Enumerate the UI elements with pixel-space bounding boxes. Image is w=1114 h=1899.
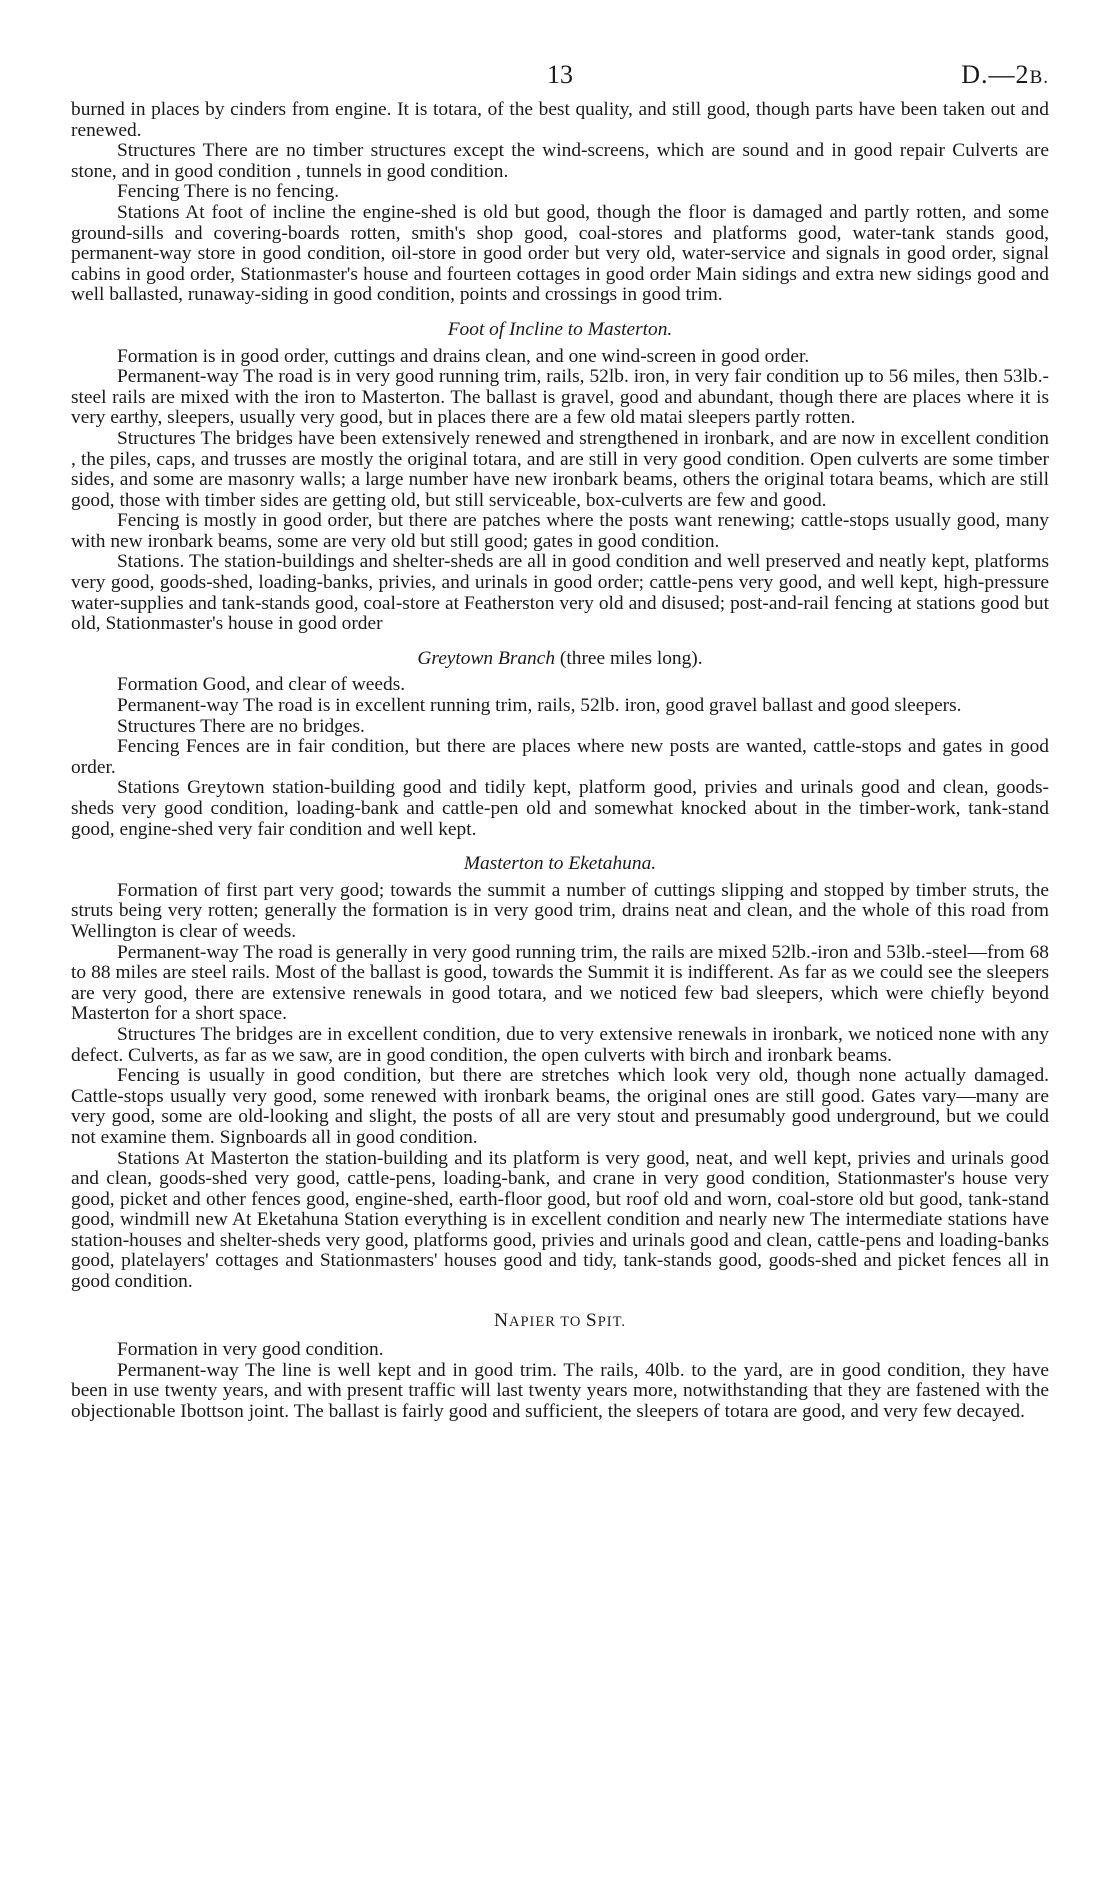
paragraph: Structures The bridges have been extensively renewed and strengthened in ironbark, and are now in excellent condition , the piles, caps, and trusses are mostly the original totara, and are still in very good condition. Open culverts are some timber sides, and some are masonry walls; a large number have new ironbark beams, others the original totara beams, which are still good, those with timber sides are getting old, but still serviceable, box-culverts are few and good. <box>71 427 1049 511</box>
heading-smallcaps: APIER TO <box>508 1313 586 1330</box>
paragraph: Stations. The station-buildings and shelter-sheds are all in good condition and well preserved and neatly kept, platforms very good, goods-shed, loading-banks, privies, and urinals in good order; cattle-pens very good, and well kept, high-pressure water-supplies and tank-stands good, coal-store at Featherston very old and disused; post-and-rail fencing at stations good but old, Stationmaster's house in good order <box>71 551 1049 635</box>
paragraph: Formation of first part very good; towards the summit a number of cuttings slipping and stopped by timber struts, the struts being very rotten; generally the formation is in very good trim, drains neat and clean, and the whole of this road from Wellington is clear of weeds. <box>71 879 1049 942</box>
heading-letter: N <box>493 1309 509 1331</box>
paragraph: Fencing Fences are in fair condition, but there are places where new posts are wanted, cattle-stops and gates in good order. <box>71 736 1049 778</box>
foot-of-incline-section <box>71 347 1049 635</box>
document-page <box>71 60 1049 1423</box>
paragraph: Stations At foot of incline the engine-shed is old but good, though the floor is damaged and partly rotten, and some ground-sills and covering-boards rotten, smith's shop good, coal-stores and platforms good, water-tank stands good, permanent-way store in good condition, oil-store in good order but very old, water-service and signals in good order, signal cabins in good order, Stationmaster's house and fourteen cottages in good order Main sidings and extra new sidings good and well ballasted, runaway-siding in good condition, points and crossings in good trim. <box>71 201 1049 306</box>
report-body <box>71 100 1049 1423</box>
incline-section <box>71 100 1049 306</box>
greytown-heading-note: (three miles long). <box>559 647 703 669</box>
heading-letter: S <box>585 1309 598 1331</box>
paragraph: Formation Good, and clear of weeds. <box>117 674 406 696</box>
paragraph: Stations At Masterton the station-building and its platform is very good, neat, and well kept, privies and urinals good and clean, goods-shed very good, cattle-pens, loading-bank, and crane in very good condition, Stationmaster's house very good, picket and other fences good, engine-shed, earth-floor good, but roof old and worn, coal-store old but good, tank-stand good, windmill new At Eketahuna Station everything is in excellent condition and nearly new The intermediate stations have station-houses and shelter-sheds very good, platforms good, privies and urinals good and clean, cattle-pens and loading-banks good, platelayers' cottages and Stationmasters' houses good and tidy, tank-stands good, goods-shed and picket fences all in good condition. <box>71 1147 1049 1293</box>
greytown-heading-title: Greytown Branch <box>417 647 556 669</box>
heading-smallcaps: PIT. <box>597 1313 627 1330</box>
section-heading-napier-to-spit <box>71 1311 1049 1333</box>
section-heading-foot-of-incline: Foot of Incline to Masterton. <box>447 318 673 340</box>
paragraph: Fencing is usually in good condition, but there are stretches which look very old, though none actually damaged. Cattle-stops usually very good, some renewed with ironbark beams, the original ones are still good. Gates vary—many are very good, some are old-looking and slight, the posts of all are very stout and presumably good underground, but we could not examine them. Signboards all in good condition. <box>71 1065 1049 1148</box>
paragraph: Formation is in good order, cuttings and drains clean, and one wind-screen in good order. <box>117 345 810 367</box>
paragraph: Fencing is mostly in good order, but there are patches where the posts want renewing; cattle-stops usually good, many with new ironbark beams, some are very old but still good; gates in good condition. <box>71 510 1049 552</box>
paragraph: Permanent-way The road is in very good running trim, rails, 52lb. iron, in very fair condition up to 56 miles, then 53lb.-steel rails are mixed with the iron to Masterton. The ballast is gravel, good and abundant, though there are places where it is very earthy, sleepers, usually very good, but in places there are a few old matai sleepers partly rotten. <box>71 366 1049 429</box>
paragraph: Formation in very good condition. <box>117 1339 384 1361</box>
masterton-section <box>71 881 1049 1293</box>
doc-ref-main: D.—2 <box>961 60 1030 89</box>
paragraph: Permanent-way The road is in excellent running trim, rails, 52lb. iron, good gravel ballast and good sleepers. <box>117 695 962 717</box>
paragraph: Permanent-way The road is generally in very good running trim, the rails are mixed 52lb.-iron and 53lb.-steel—from 68 to 88 miles are steel rails. Most of the ballast is good, towards the Summit it is indifferent. As far as we could see the sleepers are very good, there are extensive renewals in good totara, and we noticed few bad sleepers, which were chiefly beyond Masterton for a short space. <box>71 941 1049 1025</box>
paragraph: Fencing There is no fencing. <box>117 181 340 203</box>
section-heading-greytown <box>71 649 1049 670</box>
paragraph: Stations Greytown station-building good and tidily kept, platform good, privies and urinals good and clean, goods-sheds very good condition, loading-bank and cattle-pen old and somewhat knocked about in the timber-work, tank-stand good, engine-shed very fair condition and well kept. <box>71 777 1049 840</box>
paragraph: burned in places by cinders from engine. It is totara, of the best quality, and still good, though parts have been taken out and renewed. <box>71 99 1049 141</box>
paragraph: Permanent-way The line is well kept and in good trim. The rails, 40lb. to the yard, are in good condition, they have been in use twenty years, and with present traffic will last twenty years more, notwithstanding that they are fastened with the objectionable Ibottson joint. The ballast is fairly good and sufficient, the sleepers of totara are good, and very few decayed. <box>71 1359 1049 1423</box>
paragraph: Structures There are no timber structures except the wind-screens, which are sound and in good repair Culverts are stone, and in good condition , tunnels in good condition. <box>71 140 1049 182</box>
page-number: 13 <box>547 60 573 89</box>
document-reference <box>961 60 1049 90</box>
napier-section <box>71 1340 1049 1422</box>
greytown-section <box>71 675 1049 840</box>
paragraph: Structures The bridges are in excellent condition, due to very extensive renewals in ironbark, we noticed none with any defect. Culverts, as far as we saw, are in good condition, the open culverts with birch and ironbark beams. <box>71 1023 1049 1066</box>
section-heading-masterton: Masterton to Eketahuna. <box>463 853 657 875</box>
page-header <box>71 60 1049 100</box>
doc-ref-small: B. <box>1029 67 1049 88</box>
paragraph: Structures There are no bridges. <box>117 715 365 737</box>
